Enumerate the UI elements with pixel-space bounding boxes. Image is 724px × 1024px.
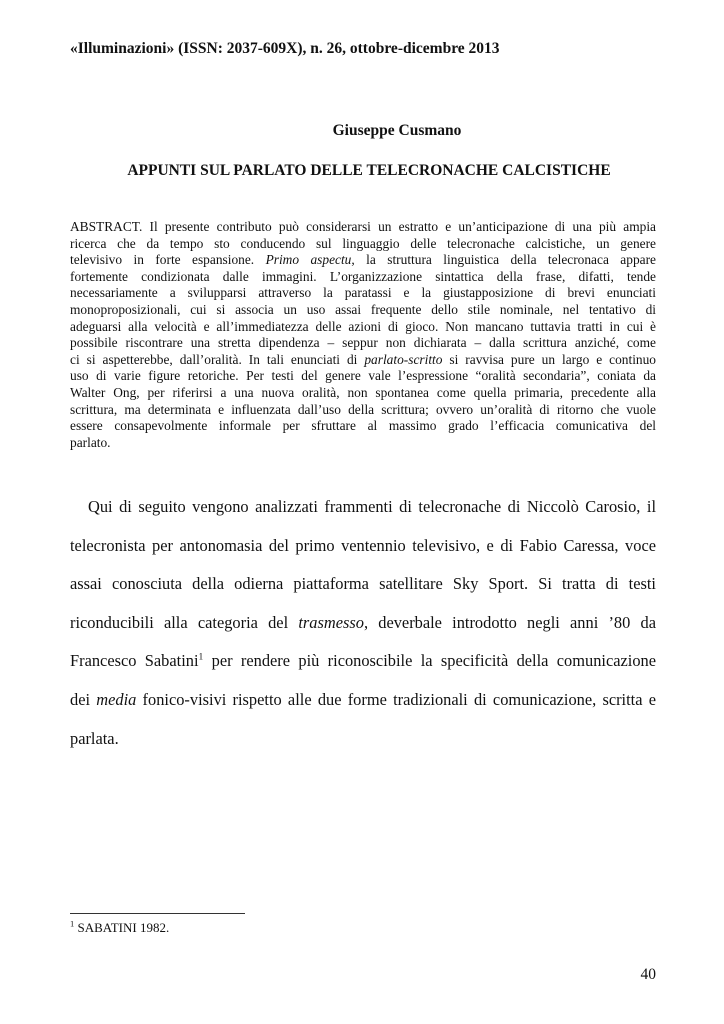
abstract-line: monoproposizionali, cui si associa un uso assai frequente dello stile nominale, nel tentativo di xyxy=(70,301,656,317)
body-line: telecronista per antonomasia del primo ventennio televisivo, e di Fabio Caressa, voce xyxy=(70,535,656,555)
body-line: Qui di seguito vengono analizzati frammenti di telecronache di Niccolò Carosio, il xyxy=(88,497,656,516)
body-paragraph xyxy=(70,497,656,767)
body-line: riconducibili alla categoria del trasmesso, deverbale introdotto negli anni ’80 da xyxy=(70,612,656,632)
abstract-line: essere consapevolmente informale per sfruttare al massimo grado l’efficacia comunicativa del xyxy=(70,418,656,434)
abstract-line: ricerca che da tempo sto conducendo sul linguaggio delle telecronache calcistiche, un genere xyxy=(70,235,656,251)
footnote-text: SABATINI 1982. xyxy=(74,920,170,935)
italic-term: trasmesso xyxy=(298,612,364,632)
journal-header: «Illuminazioni» (ISSN: 2037-609X), n. 26, ottobre-dicembre 2013 xyxy=(70,40,500,57)
abstract-line: ABSTRACT. Il presente contributo può considerarsi un estratto e un’anticipazione di una più ampia xyxy=(70,219,656,234)
footnote xyxy=(70,920,169,936)
body-line: parlata. xyxy=(70,728,119,748)
abstract-line: ci si aspetterebbe, dall’oralità. In tali enunciati di parlato-scritto si ravvisa pure un largo e continuo xyxy=(70,351,657,367)
page-number: 40 xyxy=(640,966,656,983)
article-title: APPUNTI SUL PARLATO DELLE TELECRONACHE CALCISTICHE xyxy=(127,162,611,179)
body-line: Francesco Sabatini$^1$ per rendere più riconoscibile la specificità della comunicazione xyxy=(70,651,656,671)
body-line: dei media fonico-visivi rispetto alle due forme tradizionali di comunicazione, scritta e xyxy=(70,689,656,709)
abstract-line: possibile riscontrare una stretta dipendenza – seppur non dichiarata – dalla scrittura anziché, come xyxy=(70,335,656,351)
italic-term: parlato-scritto xyxy=(364,351,443,367)
abstract-line: uso di varie figure retoriche. Per testi del genere vale l’espressione “oralità secondaria”, coniata da xyxy=(70,368,656,384)
abstract-line: fortemente condizionata dalle immagini. L’organizzazione sintattica della frase, difatti, tende xyxy=(70,268,656,284)
abstract-line: adeguarsi alla velocità e all’immediatezza delle azioni di gioco. Non mancano tuttavia tratti in cui è xyxy=(70,318,656,334)
footnote-marker: 1 xyxy=(70,918,75,929)
footnote-divider xyxy=(70,913,245,914)
author-name: Giuseppe Cusmano xyxy=(332,122,462,139)
abstract-line: scrittura, ma determinata e influenzata dall’uso della scrittura; ovvero un’oralità di ritorno che vuole xyxy=(70,401,656,417)
italic-term: media xyxy=(96,689,137,709)
abstract-line: Walter Ong, per riferirsi a una nuova oralità, non spontanea come quella primaria, precedente alla xyxy=(70,384,656,400)
abstract-line: necessariamente a svilupparsi attraverso la paratassi e la giustapposizione di brevi enunciati xyxy=(70,285,656,301)
abstract-line: parlato. xyxy=(70,434,111,450)
footnote-reference[interactable]: 1 xyxy=(198,652,204,663)
abstract-line: televisivo in forte espansione. Primo aspectu, la struttura linguistica della telecronaca appare xyxy=(70,252,656,268)
abstract xyxy=(70,219,656,451)
italic-term: Primo aspectu xyxy=(265,252,352,268)
body-line: assai conosciuta della odierna piattaforma satellitare Sky Sport. Si tratta di testi xyxy=(70,574,656,594)
